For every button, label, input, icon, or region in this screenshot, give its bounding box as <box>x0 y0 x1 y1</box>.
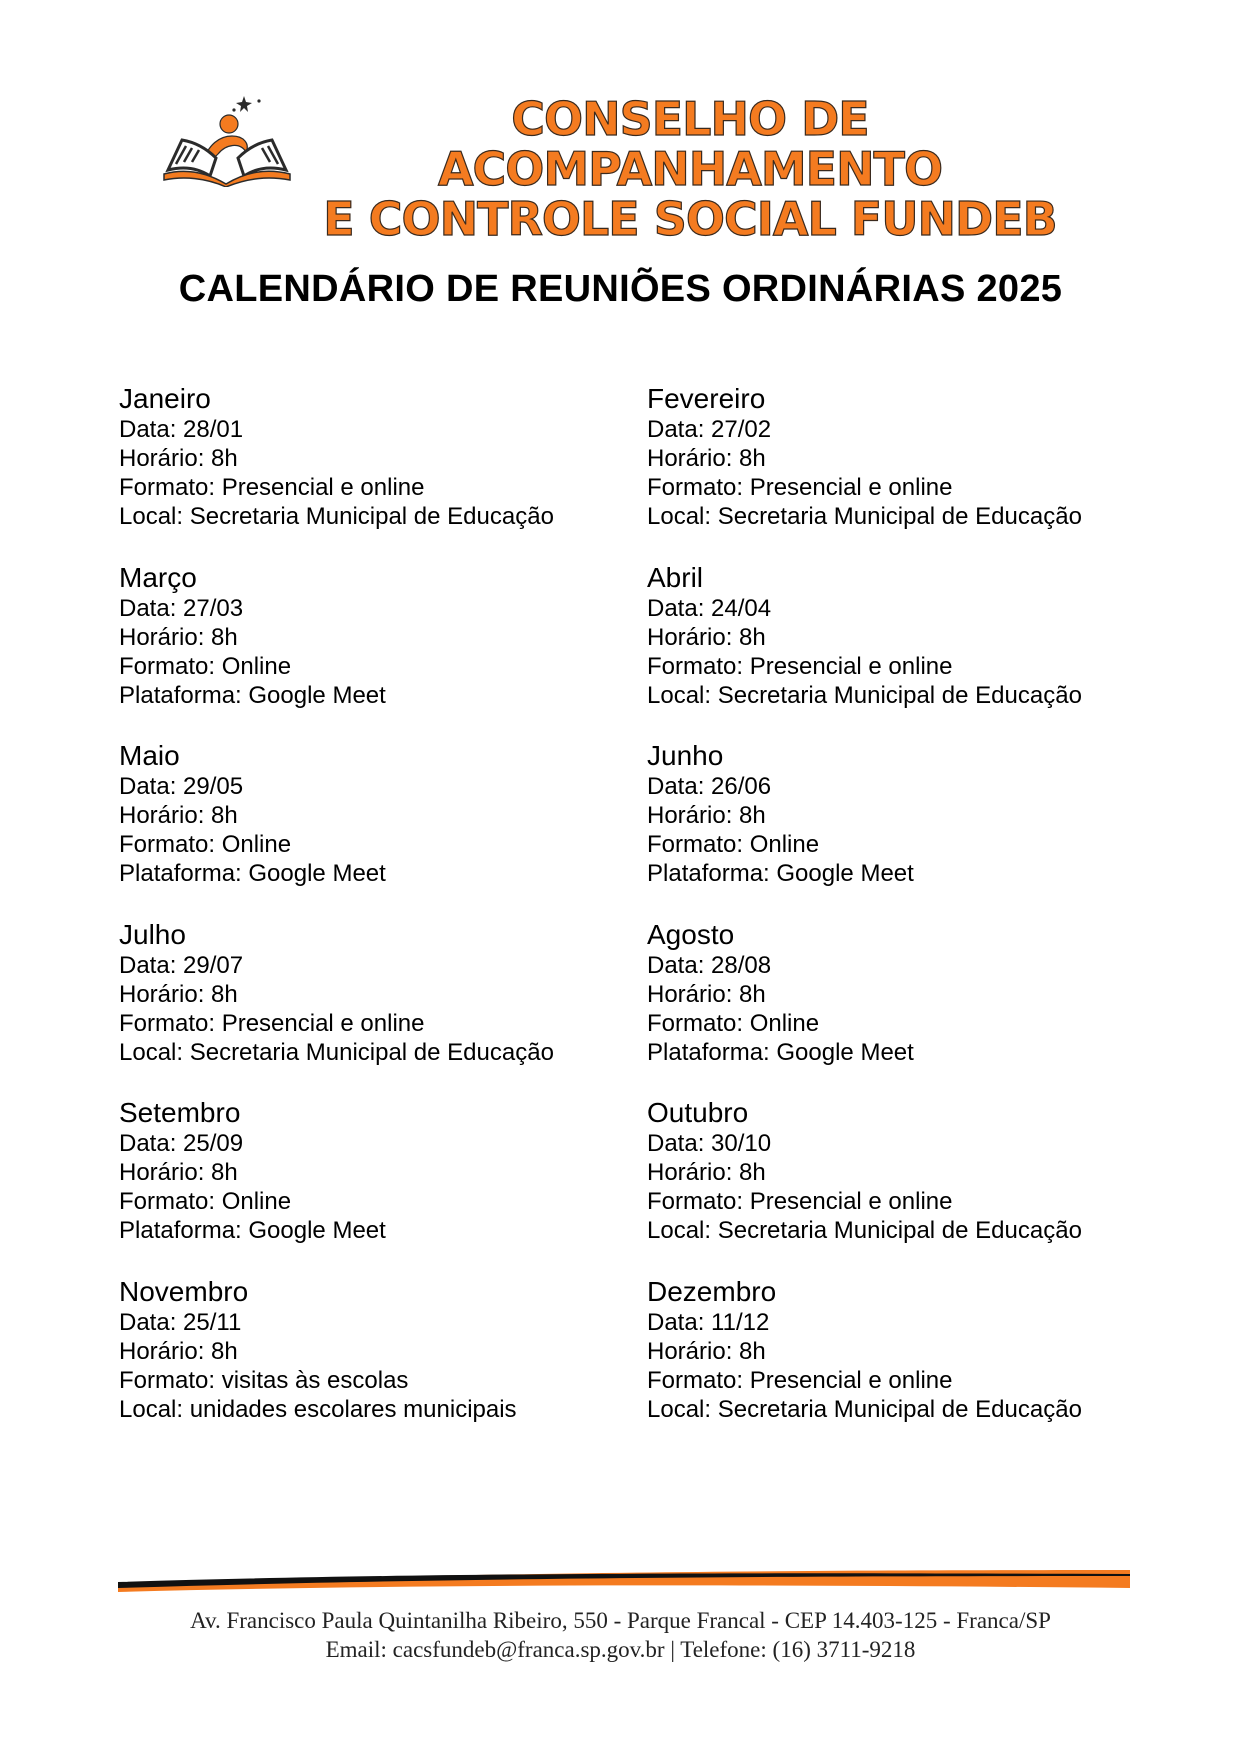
meeting-block <box>119 561 647 740</box>
meeting-detail: Horário: 8h <box>647 802 766 829</box>
meeting-detail: Horário: 8h <box>119 980 238 1008</box>
meeting-month: Março <box>119 561 197 593</box>
meeting-block <box>647 382 1129 561</box>
logo-wordmark <box>290 94 1090 244</box>
meeting-block <box>119 382 647 561</box>
meeting-detail: Horário: 8h <box>647 445 766 472</box>
logo-line-1: CONSELHO DE ACOMPANHAMENTO <box>437 92 943 196</box>
meeting-detail: Formato: Online <box>647 831 820 858</box>
meeting-month: Setembro <box>119 1097 241 1128</box>
meeting-detail: Data: 27/02 <box>647 416 772 443</box>
meeting-detail: Plataforma: Google Meet <box>119 681 386 709</box>
meeting-detail: Horário: 8h <box>647 1159 766 1186</box>
meeting-detail: Local: Secretaria Municipal de Educação <box>119 503 554 530</box>
meeting-detail: Local: Secretaria Municipal de Educação <box>647 1217 1082 1244</box>
meeting-detail: Horário: 8h <box>119 1159 238 1186</box>
meeting-detail: Local: unidades escolares municipais <box>119 1395 517 1423</box>
meeting-month: Outubro <box>647 1097 749 1128</box>
meeting-month: Agosto <box>647 918 735 950</box>
meeting-month: Abril <box>647 561 704 593</box>
meeting-detail: Horário: 8h <box>119 802 238 829</box>
meeting-detail: Data: 29/05 <box>119 773 244 800</box>
meeting-block <box>647 739 1129 918</box>
meeting-detail: Local: Secretaria Municipal de Educação <box>647 681 1082 709</box>
footer-contact <box>0 1606 1241 1664</box>
meeting-detail: Local: Secretaria Municipal de Educação <box>119 1038 554 1066</box>
meeting-month: Maio <box>119 740 180 771</box>
meeting-detail: Data: 24/04 <box>647 594 772 622</box>
meeting-detail: Data: 28/01 <box>119 416 244 443</box>
meeting-detail: Horário: 8h <box>647 980 766 1008</box>
footer-address: Av. Francisco Paula Quintanilha Ribeiro, 550 - Parque Francal - CEP 14.403-125 - Franca/SP <box>190 1608 1051 1633</box>
meeting-block <box>647 918 1129 1097</box>
footer-swoosh <box>118 1562 1130 1592</box>
meeting-detail: Formato: Online <box>119 831 292 858</box>
meeting-detail: Horário: 8h <box>119 1337 238 1365</box>
meeting-detail: Formato: Presencial e online <box>119 1009 425 1037</box>
meeting-detail: Data: 25/09 <box>119 1130 244 1157</box>
meeting-detail: Data: 25/11 <box>119 1308 242 1336</box>
meeting-detail: Data: 29/07 <box>119 951 244 979</box>
meeting-block <box>119 918 647 1097</box>
meeting-detail: Plataforma: Google Meet <box>119 860 386 887</box>
meeting-detail: Formato: Presencial e online <box>647 1366 953 1394</box>
meeting-detail: Formato: Presencial e online <box>647 652 953 680</box>
meeting-detail: Formato: visitas às escolas <box>119 1366 409 1394</box>
header-logo <box>162 92 1082 246</box>
meeting-detail: Data: 26/06 <box>647 773 772 800</box>
meeting-detail: Plataforma: Google Meet <box>647 1038 914 1066</box>
meeting-detail: Data: 30/10 <box>647 1130 772 1157</box>
logo-line-2: E CONTROLE SOCIAL FUNDEB <box>323 192 1057 246</box>
open-book-with-person-icon <box>162 92 292 187</box>
meeting-detail: Formato: Online <box>119 652 292 680</box>
meeting-detail: Horário: 8h <box>647 1337 766 1365</box>
meeting-detail: Plataforma: Google Meet <box>119 1217 386 1244</box>
meeting-detail: Data: 11/12 <box>647 1308 770 1336</box>
meeting-block <box>647 1096 1129 1275</box>
meeting-detail: Horário: 8h <box>647 623 766 651</box>
meeting-detail: Local: Secretaria Municipal de Educação <box>647 1395 1082 1423</box>
meeting-block <box>647 1275 1129 1454</box>
meeting-detail: Formato: Online <box>647 1009 820 1037</box>
meeting-detail: Plataforma: Google Meet <box>647 860 914 887</box>
meeting-detail: Formato: Presencial e online <box>119 474 425 501</box>
meeting-month: Fevereiro <box>647 383 766 414</box>
meeting-detail: Data: 27/03 <box>119 594 244 622</box>
page-title: CALENDÁRIO DE REUNIÕES ORDINÁRIAS 2025 <box>178 268 1063 310</box>
footer-email-phone: Email: cacsfundeb@franca.sp.gov.br | Telefone: (16) 3711-9218 <box>325 1637 916 1662</box>
meeting-month: Novembro <box>119 1275 249 1307</box>
meeting-month: Junho <box>647 740 724 771</box>
meeting-detail: Data: 28/08 <box>647 951 772 979</box>
meeting-block <box>119 739 647 918</box>
meeting-month: Dezembro <box>647 1275 777 1307</box>
meeting-detail: Formato: Online <box>119 1188 292 1215</box>
meeting-detail: Horário: 8h <box>119 445 238 472</box>
meeting-detail: Local: Secretaria Municipal de Educação <box>647 503 1082 530</box>
meeting-block <box>647 561 1129 740</box>
meeting-detail: Formato: Presencial e online <box>647 474 953 501</box>
meeting-block <box>119 1275 647 1454</box>
meetings-calendar <box>119 382 1129 1453</box>
meeting-detail: Horário: 8h <box>119 623 238 651</box>
meeting-month: Julho <box>119 918 186 950</box>
meeting-month: Janeiro <box>119 383 211 414</box>
meeting-detail: Formato: Presencial e online <box>647 1188 953 1215</box>
meeting-block <box>119 1096 647 1275</box>
